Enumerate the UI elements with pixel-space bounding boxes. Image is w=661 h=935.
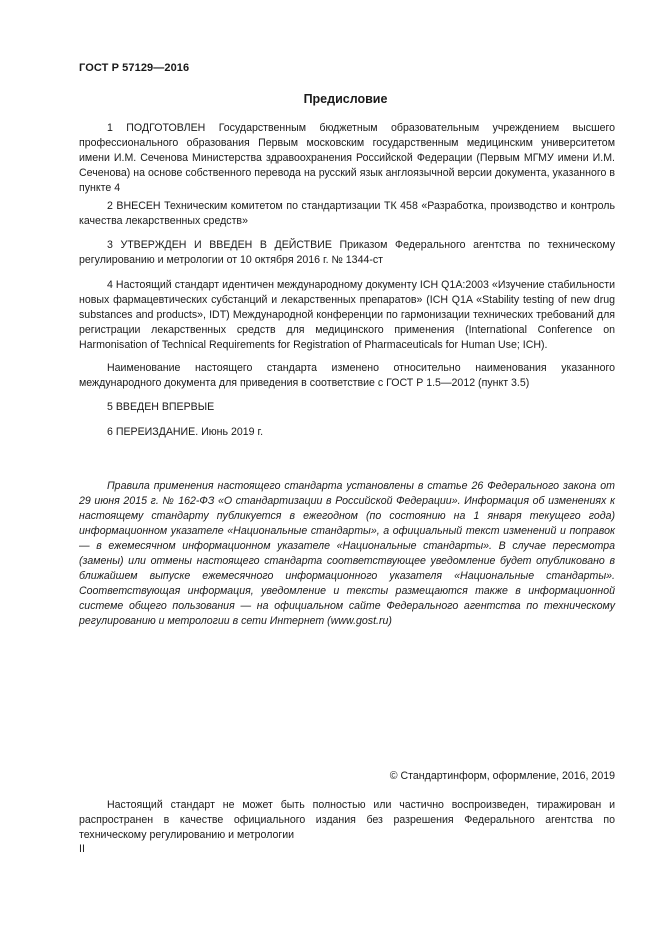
paragraph-5-first-introduced: 5 ВВЕДЕН ВПЕРВЫЕ bbox=[107, 401, 215, 413]
standard-application-notice: Правила применения настоящего стандарта установлены в статье 26 Федерального закона от 29 июня 2015 г. № 162-ФЗ «О стандартизации в Российской Федерации». Информация об изменениях к настоящему стандарту публикуется в ежегодном (по состоянию на 1 января текущего года) информационном указателе «Национальные стандарты», а официальный текст изменений и поправок — в ежемесячном информационном указателе «Национальные стандарты». В случае пересмотра (замены) или отмены настоящего стандарта соответствующее уведомление будет опубликовано в ближайшем выпуске ежемесячного информационного указателя «Национальные стандарты». Соответствующая информация, уведомление и тексты размещаются также в информационной системе общего пользования — на официальном сайте Федерального агентства по техническому регулированию и метрологии в сети Интернет (www.gost.ru) bbox=[79, 480, 615, 627]
paragraph-1-prepared: 1 ПОДГОТОВЛЕН Государственным бюджетным образовательным учреждением высшего профессионального образования Первым московским государственным медицинским университетом имени И.М. Сеченова Министерства здравоохранения Российской Федерации (Первым МГМУ имени И.М. Сеченова) на основе собственного перевода на русский язык англоязычной версии документа, указанного в пункте 4 bbox=[79, 122, 615, 194]
document-code: ГОСТ Р 57129—2016 bbox=[79, 62, 190, 74]
paragraph-6-reissue: 6 ПЕРЕИЗДАНИЕ. Июнь 2019 г. bbox=[107, 426, 264, 438]
paragraph-2-introduced: 2 ВНЕСЕН Техническим комитетом по стандартизации ТК 458 «Разработка, производство и контроль качества лекарственных средств» bbox=[79, 200, 615, 227]
paragraph-4-identical: 4 Настоящий стандарт идентичен международному документу ICH Q1A:2003 «Изучение стабильности новых фармацевтических субстанций и лекарственных препаратов» (ICH Q1A «Stability testing of new drug substances and products», IDT) Международной конференции по гармонизации технических требований для регистрации лекарственных средств для медицинского применения (International Conference on Harmonisation of Technical Requirements for Registration of Pharmaceuticals for Human Use; ICH). bbox=[79, 279, 615, 351]
paragraph-3-approved: 3 УТВЕРЖДЕН И ВВЕДЕН В ДЕЙСТВИЕ Приказом Федерального агентства по техническому регулированию и метрологии от 10 октября 2016 г. № 1344-ст bbox=[79, 239, 615, 266]
reproduction-notice: Настоящий стандарт не может быть полностью или частично воспроизведен, тиражирован и распространен в качестве официального издания без разрешения Федерального агентства по техническому регулированию и метрологии bbox=[79, 799, 615, 841]
page-title: Предисловие bbox=[303, 92, 388, 106]
page-number: II bbox=[79, 843, 85, 855]
copyright-line: © Стандартинформ, оформление, 2016, 2019 bbox=[389, 770, 615, 782]
paragraph-4-name-change: Наименование настоящего стандарта изменено относительно наименования указанного международного документа для приведения в соответствие с ГОСТ Р 1.5—2012 (пункт 3.5) bbox=[79, 362, 615, 389]
